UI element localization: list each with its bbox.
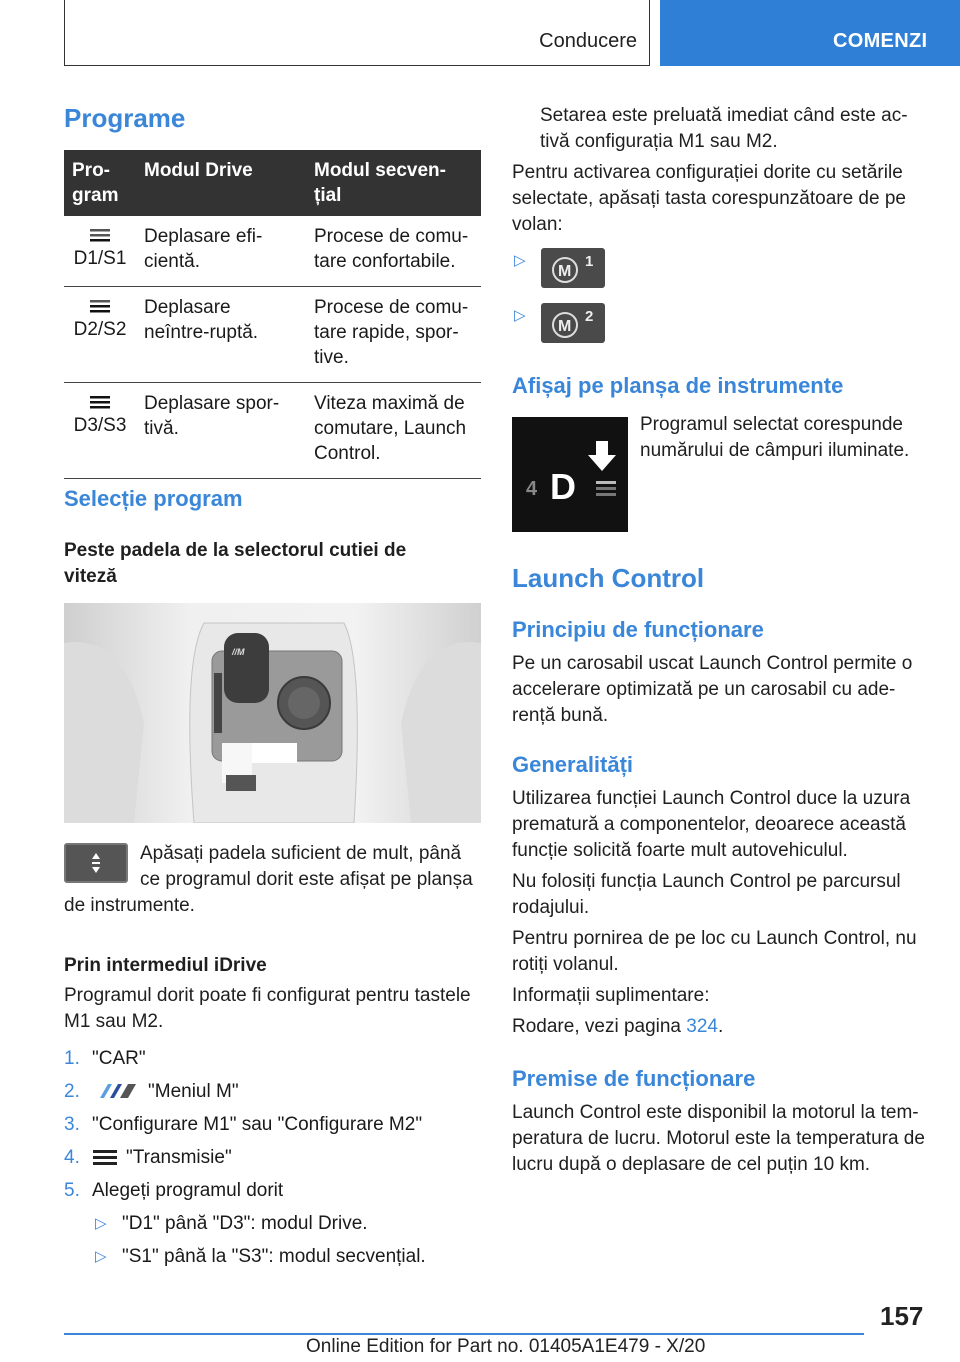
th-drive: Modul Drive [136, 150, 306, 216]
svg-text:M: M [558, 318, 572, 335]
list-item: 2. "Meniul M" [64, 1081, 239, 1102]
footer-edition: Online Edition for Part no. 01405A1E479 - X/20 [306, 1336, 706, 1357]
svg-text:4: 4 [526, 478, 538, 500]
gear-display-icon [512, 417, 628, 532]
drive-cell: Deplasare spor-tivă. [136, 383, 306, 479]
list-item: ▷ "D1" până "D3": modul Drive. [64, 1211, 484, 1237]
program-label: D2/S2 [73, 319, 127, 340]
general-p2: Nu folosiți funcția Launch Control pe parcursul rodajului. [512, 871, 901, 918]
transmission-stripes-icon [92, 1148, 118, 1166]
m2-key-icon [541, 303, 605, 343]
general-p3: Pentru pornirea de pe loc cu Launch Control, nu rotiți volanul. [512, 928, 917, 975]
section-title-afisaj: Afișaj pe planșa de instrumente [512, 373, 844, 398]
seq-cell: Procese de comu-tare confortabile. [306, 216, 481, 287]
paddle-key-image [64, 843, 128, 883]
header-tab[interactable] [660, 0, 960, 66]
table-row [64, 216, 481, 287]
up-down-arrows-icon [66, 845, 126, 881]
paddle-text-line2: ce programul dorit este afișat pe planșa [140, 869, 473, 890]
program-table [64, 150, 481, 479]
triangle-bullet-icon: ▷ [514, 252, 526, 269]
premise-text: Launch Control este disponibil la motorul la tem-peratura de lucru. Motorul este la temperatura de lucru după o deplasare de cel puțin 10 km. [512, 1102, 925, 1175]
drive-cell: Deplasare efi-cientă. [136, 216, 306, 287]
cont-text-line2: tivă configurația M1 sau M2. [540, 131, 778, 152]
th-seq: Modul secven-țial [306, 150, 481, 216]
header-section-label: Conducere [539, 30, 637, 52]
page-link-324[interactable]: 324 [686, 1016, 718, 1037]
list-item: 3. "Configurare M1" sau "Configurare M2" [64, 1114, 423, 1135]
paddle-subtitle: Peste padela de la selectorul cutiei de viteză [64, 540, 407, 587]
idrive-subtitle: Prin intermediul iDrive [64, 955, 267, 976]
paddle-text-line1: Apăsați padela suficient de mult, până [140, 843, 462, 864]
header-tab-label: COMENZI [833, 30, 928, 52]
general-p4: Informații suplimentare: [512, 985, 710, 1006]
idrive-text: Programul dorit poate fi configurat pentru tastele M1 sau M2. [64, 985, 471, 1032]
subsection-title-premise: Premise de funcționare [512, 1066, 756, 1091]
program-cell [64, 383, 136, 479]
program-cell [64, 216, 136, 287]
svg-text:1: 1 [585, 253, 594, 270]
list-item: 4. "Transmisie" [64, 1147, 232, 1168]
svg-text:2: 2 [585, 308, 594, 325]
table-row [64, 287, 481, 383]
program-level-2-icon [89, 297, 111, 313]
drive-cell: Deplasare neîntre-ruptă. [136, 287, 306, 383]
paddle-text-line3: de instrumente. [64, 895, 195, 916]
cont-text-line1: Setarea este preluată imediat când este ac- [540, 105, 908, 126]
display-text: Programul selectat corespunde numărului de câmpuri iluminate. [640, 414, 910, 461]
section-title-programe: Programe [64, 103, 186, 133]
svg-text:D: D [550, 466, 576, 507]
program-cell [64, 287, 136, 383]
seq-cell: Procese de comu-tare rapide, spor-tive. [306, 287, 481, 383]
gear-selector-console-image [64, 603, 481, 823]
subsection-title-principiu: Principiu de funcționare [512, 617, 764, 642]
section-title-selectie: Selecție program [64, 486, 243, 511]
footer-divider [64, 1333, 864, 1335]
list-item: ▷ "S1" până la "S3": modul secvențial. [64, 1244, 484, 1270]
table-row [64, 383, 481, 479]
header-section-box [64, 0, 650, 66]
m-menu-stripes-icon [92, 1082, 140, 1100]
program-label: D3/S3 [73, 415, 127, 436]
triangle-bullet-icon: ▷ [95, 1215, 107, 1232]
triangle-bullet-icon: ▷ [95, 1248, 107, 1265]
list-item: 1. "CAR" [64, 1048, 146, 1069]
program-level-1-icon [89, 226, 111, 242]
list-item: 5. Alegeți programul dorit [64, 1180, 284, 1201]
m1-button-image [541, 248, 605, 288]
subsection-title-generalitati: Generalități [512, 752, 634, 777]
activate-text: Pentru activarea configurației dorite cu setările selectate, apăsați tasta corespunzătoare de pe volan: [512, 162, 906, 235]
section-title-launch-control: Launch Control [512, 563, 705, 593]
triangle-bullet-icon: ▷ [514, 307, 526, 324]
principle-text: Pe un carosabil uscat Launch Control permite o accelerare optimizată pe un carosabil cu ade-rență bună. [512, 653, 913, 726]
m2-button-image [541, 303, 605, 343]
program-level-3-icon [89, 393, 111, 409]
m1-key-icon [541, 248, 605, 288]
steps-list [64, 1046, 484, 1277]
gear-selector-illustration [64, 603, 481, 823]
program-label: D1/S1 [73, 248, 127, 269]
page-number: 157 [880, 1301, 924, 1331]
general-p5: Rodare, vezi pagina 324. [512, 1016, 724, 1037]
instrument-display-image [512, 417, 628, 532]
general-p1: Utilizarea funcției Launch Control duce la uzura prematură a componentelor, deoarece această funcție solicită foarte mult autovehiculul. [512, 788, 911, 861]
seq-cell: Viteza maximă de comutare, Launch Control. [306, 383, 481, 479]
svg-text://M: //M [232, 647, 245, 657]
th-program: Pro-gram [64, 150, 136, 216]
svg-text:M: M [558, 263, 572, 280]
